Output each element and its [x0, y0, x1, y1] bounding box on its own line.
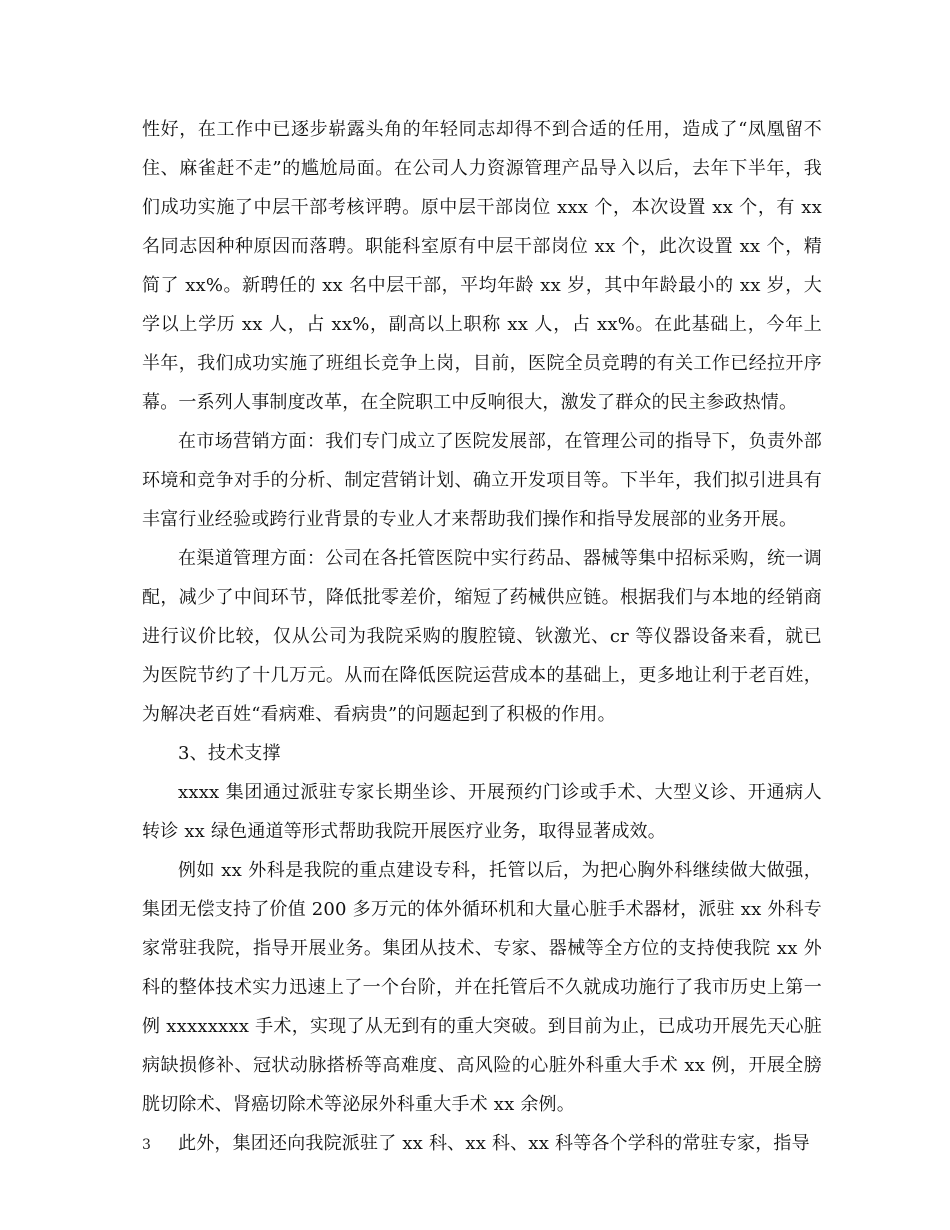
- paragraph-group-support: xxxx 集团通过派驻专家长期坐诊、开展预约门诊或手术、大型义诊、开通病人转诊 xx 绿色通道等形式帮助我院开展医疗业务，取得显著成效。: [142, 782, 822, 842]
- paragraph-channel-management: 在渠道管理方面：公司在各托管医院中实行药品、器械等集中招标采购，统一调配，减少了中间环节，降低批零差价，缩短了药械供应链。根据我们与本地的经销商进行议价比较，仅从公司为我院采购的腹腔镜、钬激光、cr 等仪器设备来看，就已为医院节约了十几万元。从而在降低医院运营成本的基础上，更多地让利于老百姓，为解决老百姓“看病难、看病贵”的问题起到了积极的作用。: [142, 548, 822, 725]
- page-number: 3: [142, 1137, 151, 1153]
- paragraph-surgery-example: 例如 xx 外科是我院的重点建设专科，托管以后，为把心胸外科继续做大做强，集团无偿支持了价值 200 多万元的体外循环机和大量心脏手术器材，派驻 xx 外科专家常驻我院，指导开展业务。集团从技术、专家、器械等全方位的支持使我院 xx 外科的整体技术实力迅速上了一个台阶，并在托管后不久就成功施行了我市历史上第一例 xxxxxxxx 手术，实现了从无到有的重大突破。到目前为止，已成功开展先天心脏病缺损修补、冠状动脉搭桥等高难度、高风险的心脏外科重大手术 xx 例，开展全膀胱切除术、肾癌切除术等泌尿外科重大手术 xx 余例。: [142, 860, 822, 1115]
- section-heading-technical-support: 3、技术支撑: [178, 743, 281, 764]
- document-body: [142, 110, 822, 1163]
- paragraph-hr-reform-continued: 性好，在工作中已逐步崭露头角的年轻同志却得不到合适的任用，造成了“凤凰留不住、麻雀赶不走”的尴尬局面。在公司人力资源管理产品导入以后，去年下半年，我们成功实施了中层干部考核评聘。原中层干部岗位 xxx 个，本次设置 xx 个，有 xx 名同志因种种原因而落聘。职能科室原有中层干部岗位 xx 个，此次设置 xx 个，精简了 xx%。新聘任的 xx 名中层干部，平均年龄 xx 岁，其中年龄最小的 xx 岁，大学以上学历 xx 人，占 xx%，副高以上职称 xx 人，占 xx%。在此基础上，今年上半年，我们成功实施了班组长竞争上岗，目前，医院全员竞聘的有关工作已经拉开序幕。一系列人事制度改革，在全院职工中反响很大，激发了群众的民主参政热情。: [142, 119, 822, 413]
- paragraph-marketing: 在市场营销方面：我们专门成立了医院发展部，在管理公司的指导下，负责外部环境和竞争对手的分析、制定营销计划、确立开发项目等。下半年，我们拟引进具有丰富行业经验或跨行业背景的专业人才来帮助我们操作和指导发展部的业务开展。: [142, 431, 822, 530]
- paragraph-resident-experts: 此外，集团还向我院派驻了 xx 科、xx 科、xx 科等各个学科的常驻专家，指导: [178, 1133, 810, 1154]
